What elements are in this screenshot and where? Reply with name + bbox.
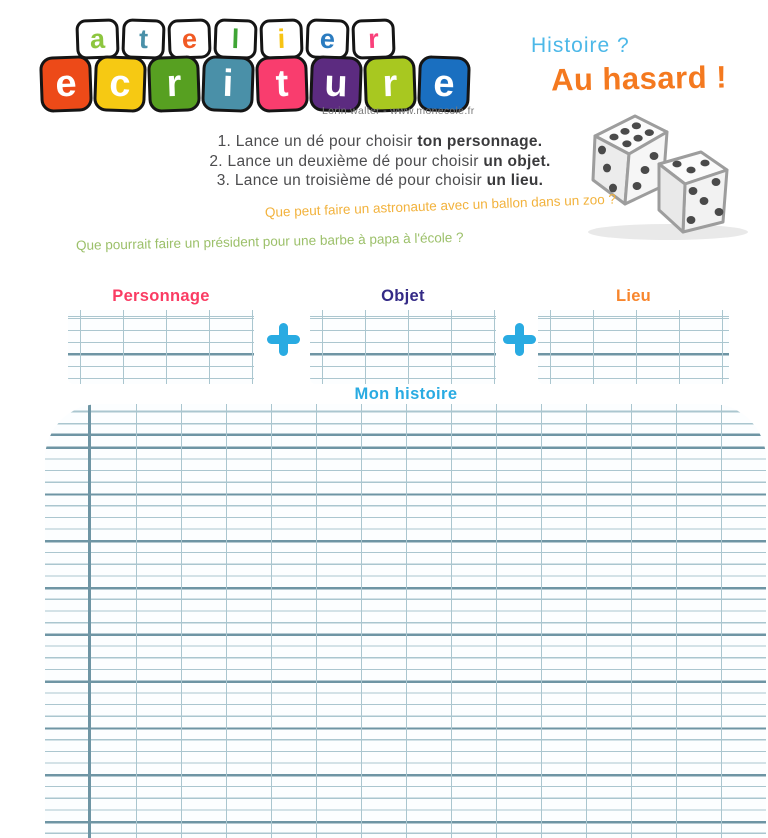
instruction-text: 1. bbox=[217, 133, 236, 150]
logo-tile: t bbox=[255, 55, 309, 113]
logo-tile: e bbox=[305, 18, 349, 59]
instruction-text: Lance un dé pour choisir bbox=[235, 133, 418, 150]
instruction-text: un objet. bbox=[483, 152, 551, 170]
story-title: Mon histoire bbox=[354, 385, 458, 403]
logo-tile: i bbox=[201, 55, 255, 113]
section-objet bbox=[310, 287, 496, 384]
seyes-ruling bbox=[80, 310, 254, 384]
instruction-text: 2. bbox=[209, 152, 228, 170]
story-writing-area[interactable] bbox=[45, 404, 766, 838]
logo-tile: a bbox=[75, 18, 119, 59]
instructions-list bbox=[140, 132, 620, 191]
seyes-ruling bbox=[550, 310, 729, 384]
logo-tile: r bbox=[147, 55, 201, 113]
section-lieu bbox=[538, 287, 729, 384]
logo-tile: u bbox=[309, 55, 363, 113]
section-label-objet: Objet bbox=[381, 287, 425, 305]
section-label-lieu: Lieu bbox=[615, 287, 652, 305]
margin-line bbox=[88, 404, 91, 838]
logo-credit: Lorin walter - www.monecole.fr bbox=[322, 105, 475, 117]
plus-icon bbox=[267, 323, 300, 356]
logo-tile: l bbox=[213, 18, 257, 59]
logo-tile: i bbox=[259, 18, 303, 59]
two-dice-icon bbox=[583, 106, 748, 241]
logo-tile: c bbox=[93, 55, 147, 113]
personnage-writing-area[interactable] bbox=[68, 310, 254, 384]
seyes-ruling bbox=[136, 404, 766, 838]
section-personnage bbox=[68, 287, 254, 384]
instruction-text: 3. bbox=[216, 172, 235, 189]
instruction-text: ton personnage. bbox=[417, 133, 543, 150]
lieu-writing-area[interactable] bbox=[538, 310, 729, 384]
instruction-line bbox=[140, 171, 620, 191]
header-histoire: Histoire ? bbox=[531, 34, 630, 57]
section-label-personnage: Personnage bbox=[112, 287, 210, 305]
example-question-1: Que peut faire un astronaute avec un ballon dans un zoo ? bbox=[264, 191, 617, 220]
logo-tile: e bbox=[167, 18, 211, 59]
instruction-text: Lance un troisième dé pour choisir bbox=[234, 172, 487, 189]
instruction-text: un lieu. bbox=[486, 172, 544, 189]
header-au-hasard: Au hasard ! bbox=[550, 59, 728, 98]
instruction-line bbox=[140, 132, 620, 152]
logo-word-ecriture bbox=[40, 56, 470, 112]
logo-tile: r bbox=[363, 55, 417, 113]
logo-tile: t bbox=[121, 18, 165, 59]
logo-tile: r bbox=[351, 18, 395, 59]
seyes-ruling bbox=[322, 310, 496, 384]
logo-tile: e bbox=[417, 55, 471, 113]
example-question-2: Que pourrait faire un président pour une barbe à papa à l'école ? bbox=[75, 229, 464, 253]
objet-writing-area[interactable] bbox=[310, 310, 496, 384]
instruction-line bbox=[140, 152, 620, 172]
logo-word-atelier bbox=[76, 19, 395, 59]
instruction-text: Lance un deuxième dé pour choisir bbox=[227, 152, 484, 170]
logo-tile: e bbox=[39, 55, 93, 113]
plus-icon bbox=[503, 323, 536, 356]
